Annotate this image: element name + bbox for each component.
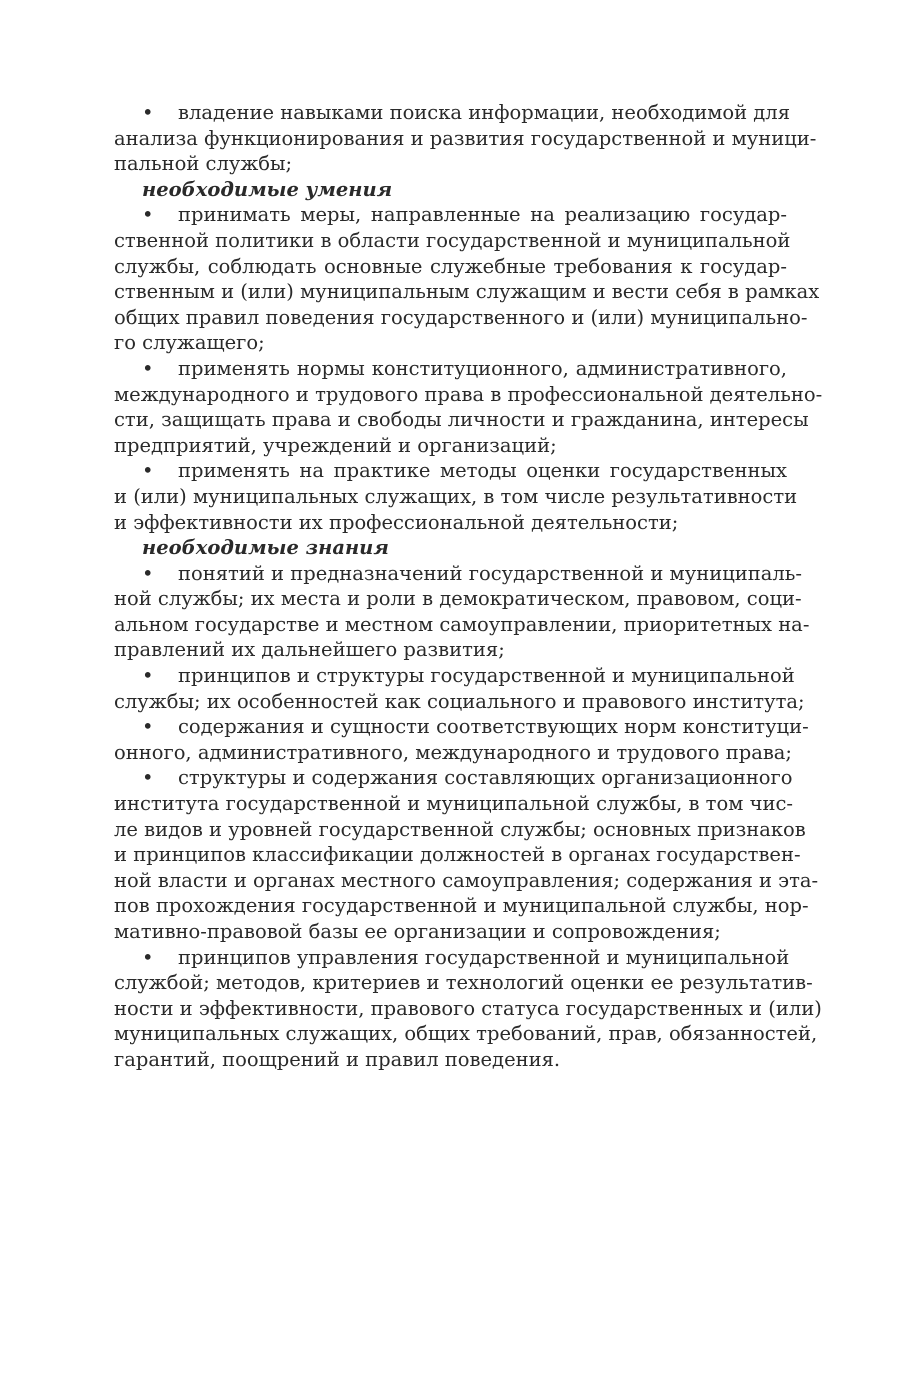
text-line xyxy=(114,510,787,536)
line-text: принципов и структуры государственной и муниципальной xyxy=(178,664,795,688)
text-line xyxy=(114,151,787,177)
bullet-icon: • xyxy=(142,459,154,483)
text-line xyxy=(114,663,795,689)
text-line xyxy=(114,842,801,868)
text-line xyxy=(114,868,819,894)
text-line xyxy=(114,228,791,254)
line-text: мативно-правовой базы ее организации и сопровождения; xyxy=(114,920,721,943)
line-text: применять на практике методы оценки государственных xyxy=(178,459,787,483)
text-line xyxy=(114,433,787,459)
line-text: службы; их особенностей как социального и правового института; xyxy=(114,689,805,713)
line-text: и (или) муниципальных служащих, в том числе результативности xyxy=(114,484,798,508)
text-line xyxy=(114,612,810,638)
section-heading: необходимые умения xyxy=(142,177,393,201)
text-line xyxy=(114,407,809,433)
bullet-icon: • xyxy=(142,101,154,124)
line-text: пальной службы; xyxy=(114,152,293,176)
text-line xyxy=(114,561,802,587)
line-text: применять нормы конституционного, административного, xyxy=(178,356,787,380)
bullet-item xyxy=(114,714,809,765)
text-line xyxy=(114,254,787,280)
text-line xyxy=(114,356,787,382)
line-text: и принципов классификации должностей в органах государствен- xyxy=(114,843,801,867)
text-line xyxy=(114,893,809,919)
line-text: ности и эффективности, правового статуса государственных и (или) xyxy=(114,996,822,1020)
bullet-icon: • xyxy=(142,664,154,688)
line-text: ственной политики в области государственной и муниципальной xyxy=(114,228,791,252)
bullet-icon: • xyxy=(142,715,154,739)
bullet-item xyxy=(114,561,810,663)
text-line xyxy=(114,1021,818,1047)
text-line xyxy=(114,970,813,996)
line-text: структуры и содержания составляющих организационного xyxy=(178,766,793,790)
bullet-item xyxy=(114,202,820,356)
text-line xyxy=(114,919,787,945)
text-line xyxy=(114,996,822,1022)
line-text: онного, административного, международного и трудового права; xyxy=(114,740,792,764)
text-line xyxy=(114,305,808,331)
line-text: пов прохождения государственной и муниципальной службы, нор- xyxy=(114,894,809,918)
bullet-icon: • xyxy=(142,945,154,969)
text-line xyxy=(114,1047,787,1073)
line-text: муниципальных служащих, общих требований, прав, обязанностей, xyxy=(114,1022,818,1046)
text-line xyxy=(114,765,793,791)
text-line xyxy=(114,126,817,152)
line-text: службы, соблюдать основные служебные требования к государ- xyxy=(114,254,787,278)
line-text: ной службы; их места и роли в демократическом, правовом, соци- xyxy=(114,587,802,611)
text-line xyxy=(114,458,787,484)
line-text: принципов управления государственной и муниципальной xyxy=(178,945,790,969)
text-line xyxy=(114,382,823,408)
bullet-item xyxy=(114,765,819,944)
bullet-icon: • xyxy=(142,766,154,790)
text-line xyxy=(114,484,798,510)
line-text: гарантий, поощрений и правил поведения. xyxy=(114,1047,561,1071)
bullet-item xyxy=(114,663,805,714)
line-text: го служащего; xyxy=(114,331,265,355)
text-line xyxy=(114,689,805,715)
line-text: международного и трудового права в профессиональной деятельно- xyxy=(114,382,823,406)
bullet-item xyxy=(114,356,823,458)
bullet-item xyxy=(114,458,798,535)
line-text: ной власти и органах местного самоуправления; содержания и эта- xyxy=(114,868,819,892)
text-line xyxy=(114,100,790,126)
line-text: сти, защищать права и свободы личности и гражданина, интересы xyxy=(114,408,809,432)
text-line xyxy=(114,791,793,817)
bullet-icon: • xyxy=(142,356,154,380)
line-text: принимать меры, направленные на реализацию государ- xyxy=(178,203,787,227)
bullet-icon: • xyxy=(142,561,154,585)
section-heading: необходимые знания xyxy=(142,536,389,560)
line-text: ственным и (или) муниципальным служащим и вести себя в рамках xyxy=(114,280,820,304)
text-line xyxy=(114,817,806,843)
line-text: ле видов и уровней государственной службы; основных признаков xyxy=(114,817,806,841)
line-text: службой; методов, критериев и технологий оценки ее результатив- xyxy=(114,971,813,995)
line-text: и эффективности их профессиональной деятельности; xyxy=(114,510,679,534)
line-text: анализа функционирования и развития государственной и муници- xyxy=(114,126,817,150)
text-line xyxy=(114,945,790,971)
text-line xyxy=(114,714,809,740)
text-line xyxy=(114,202,787,228)
line-text: альном государстве и местном самоуправлении, приоритетных на- xyxy=(114,612,810,636)
line-text: общих правил поведения государственного и (или) муниципально- xyxy=(114,305,808,329)
line-text: понятий и предназначений государственной и муниципаль- xyxy=(178,561,802,585)
line-text: владение навыками поиска информации, необходимой для xyxy=(178,101,790,124)
text-line xyxy=(114,586,802,612)
bullet-item xyxy=(114,945,822,1073)
text-line xyxy=(114,279,820,305)
line-text: правлений их дальнейшего развития; xyxy=(114,638,505,662)
text-line xyxy=(114,740,792,766)
text-line xyxy=(114,637,787,663)
document-page xyxy=(114,100,823,1073)
line-text: содержания и сущности соответствующих норм конституци- xyxy=(178,715,809,739)
bullet-icon: • xyxy=(142,203,154,227)
line-text: института государственной и муниципальной службы, в том чис- xyxy=(114,792,793,816)
text-line xyxy=(114,330,787,356)
bullet-item xyxy=(114,100,817,177)
line-text: предприятий, учреждений и организаций; xyxy=(114,433,557,457)
